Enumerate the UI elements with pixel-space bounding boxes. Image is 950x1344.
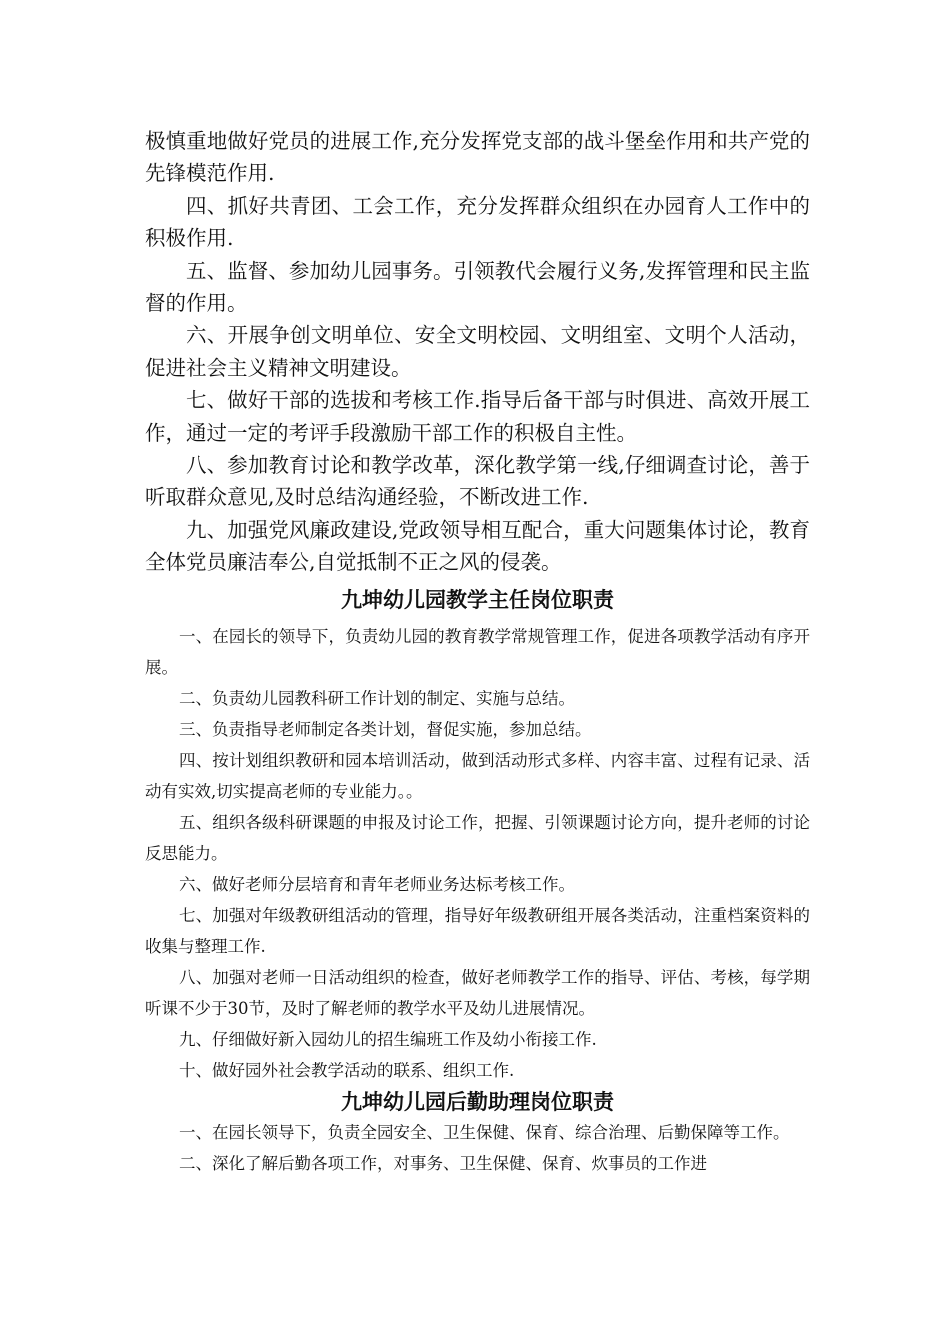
section-title: 九坤幼儿园教学主任岗位职责 — [341, 587, 614, 612]
paragraph: 极慎重地做好党员的进展工作,充分发挥党支部的战斗堡垒作用和共产党的先锋模范作用. — [145, 129, 810, 186]
section-title: 九坤幼儿园后勤助理岗位职责 — [341, 1089, 614, 1114]
paragraph: 一、在园长的领导下，负责幼儿园的教育教学常规管理工作，促进各项教学活动有序开展。 — [145, 626, 810, 677]
paragraph: 三、负责指导老师制定各类计划，督促实施，参加总结。 — [179, 719, 592, 739]
paragraph: 八、加强对老师一日活动组织的检查，做好老师教学工作的指导、评估、考核，每学期听课不少于30节，及时了解老师的教学水平及幼儿进展情况。 — [145, 967, 810, 1018]
paragraph: 八、参加教育讨论和教学改革，深化教学第一线,仔细调查讨论，善于听取群众意见,及时总结沟通经验，不断改进工作. — [145, 453, 810, 510]
paragraph: 五、监督、参加幼儿园事务。引领教代会履行义务,发挥管理和民主监督的作用。 — [145, 258, 810, 316]
paragraph: 七、做好干部的选拔和考核工作.指导后备干部与时俱进、高效开展工作，通过一定的考评手段激励干部工作的积极自主性。 — [145, 388, 810, 445]
paragraph: 四、按计划组织教研和园本培训活动，做到活动形式多样、内容丰富、过程有记录、活动有实效,切实提高老师的专业能力。。 — [145, 750, 810, 801]
paragraph: 六、开展争创文明单位、安全文明校园、文明组室、文明个人活动，促进社会主义精神文明建设。 — [145, 323, 810, 380]
paragraph: 二、深化了解后勤各项工作，对事务、卫生保健、保育、炊事员的工作进 — [179, 1153, 707, 1173]
paragraph: 二、负责幼儿园教科研工作计划的制定、实施与总结。 — [179, 688, 575, 708]
paragraph: 五、组织各级科研课题的申报及讨论工作，把握、引领课题讨论方向，提升老师的讨论反思能力。 — [145, 812, 810, 863]
document-page — [145, 125, 810, 1179]
paragraph: 四、抓好共青团、工会工作，充分发挥群众组织在办园育人工作中的积极作用. — [145, 193, 810, 251]
paragraph: 一、在园长领导下，负责全园安全、卫生保健、保育、综合治理、后勤保障等工作。 — [179, 1122, 790, 1142]
paragraph: 九、仔细做好新入园幼儿的招生编班工作及幼小衔接工作. — [179, 1029, 597, 1049]
paragraph: 十、做好园外社会教学活动的联系、组织工作. — [179, 1060, 515, 1080]
paragraph: 六、做好老师分层培育和青年老师业务达标考核工作。 — [179, 874, 575, 894]
paragraph: 七、加强对年级教研组活动的管理，指导好年级教研组开展各类活动，注重档案资料的收集与整理工作. — [145, 905, 810, 956]
paragraph: 九、加强党风廉政建设,党政领导相互配合，重大问题集体讨论，教育全体党员廉洁奉公,自觉抵制不正之风的侵袭。 — [145, 517, 810, 575]
